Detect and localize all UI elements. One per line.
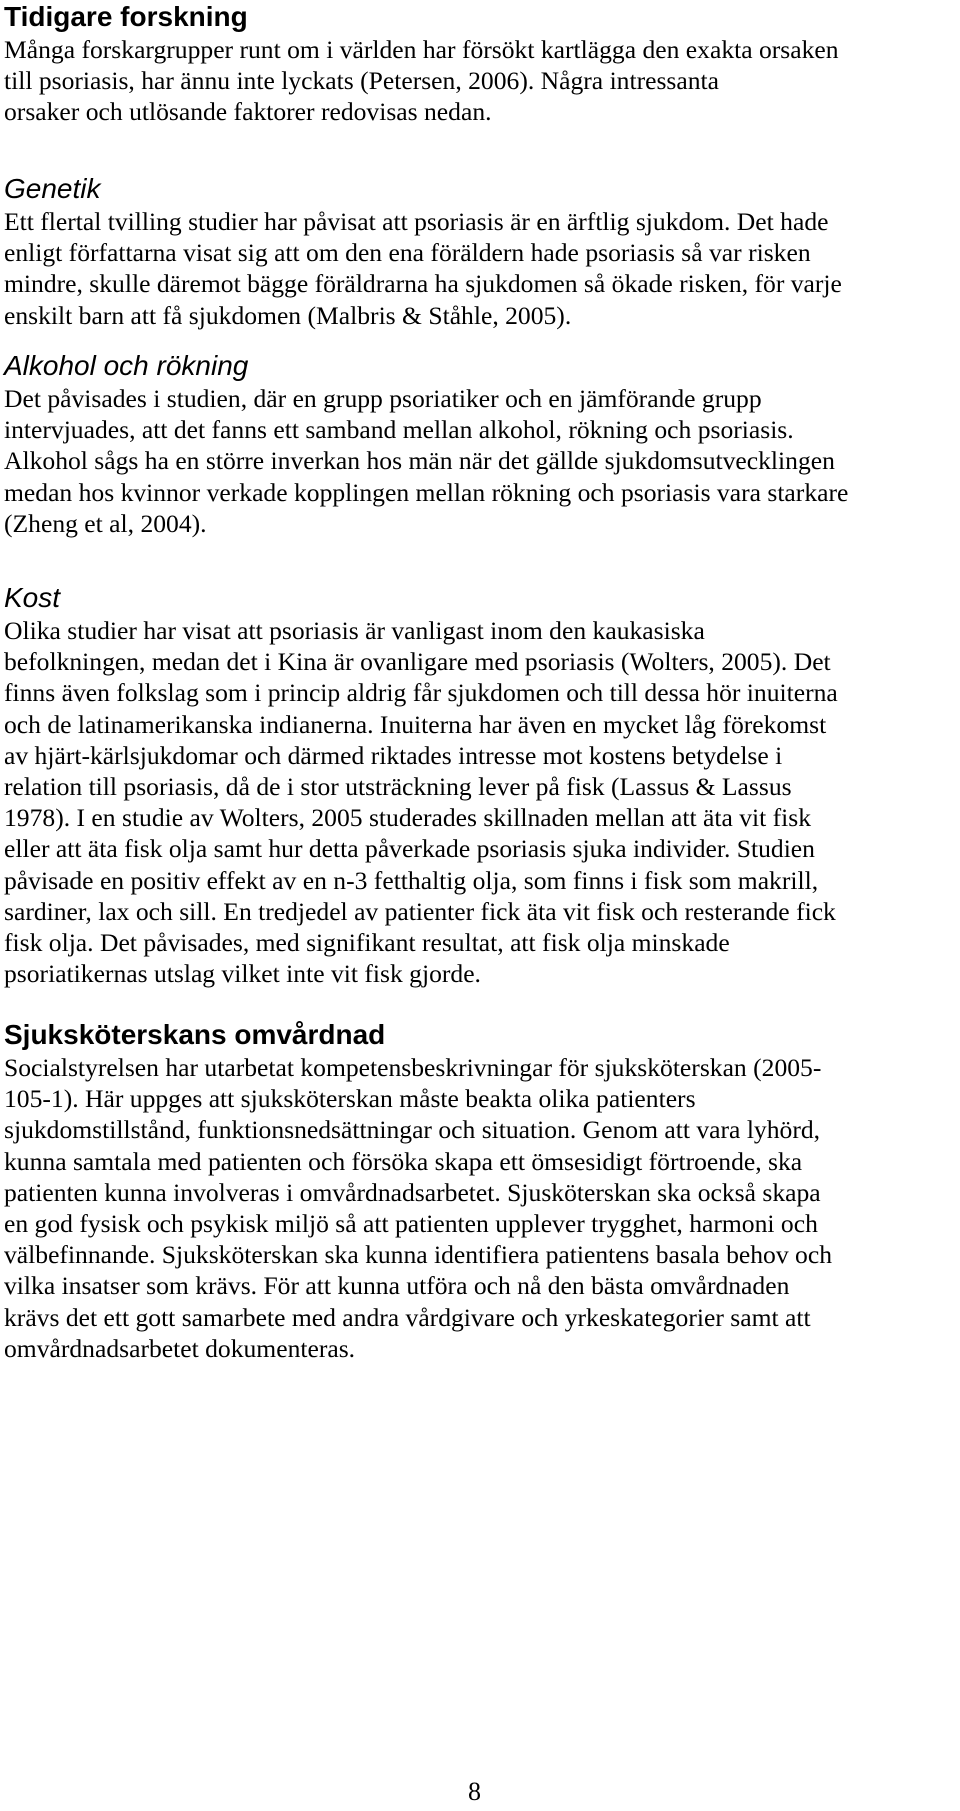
section-heading: Kost	[4, 582, 61, 613]
section-paragraph: Ett flertal tvilling studier har påvisat att psoriasis är en ärftlig sjukdom. Det hade enligt författarna visat sig att om den ena föräldern hade psoriasis så var risken mindre, skulle däremot bägge föräldrarna ha sjukdomen så ökade risken, för varje enskilt barn att få sjukdomen (Malbris & Ståhle, 2005).	[4, 207, 842, 330]
section-kost	[4, 581, 954, 989]
section-sjukskoterskans-omvardnad	[4, 1018, 954, 1364]
section-paragraph: Det påvisades i studien, där en grupp psoriatiker och en jämförande grupp intervjuades, att det fanns ett samband mellan alkohol, rökning och psoriasis. Alkohol sågs ha en större inverkan hos män när det gällde sjukdomsutvecklingen medan hos kvinnor verkade kopplingen mellan rökning och psoriasis vara starkare (Zheng et al, 2004).	[4, 384, 849, 538]
section-paragraph: Olika studier har visat att psoriasis är vanligast inom den kaukasiska befolkningen, medan det i Kina är ovanligare med psoriasis (Wolters, 2005). Det finns även folkslag som i princip aldrig får sjukdomen och till dessa hör inuiterna och de latinamerikanska indianerna. Inuiterna har även en mycket låg förekomst av hjärt-kärlsjukdomar och därmed riktades intresse mot kostens betydelse i relation till psoriasis, då de i stor utsträckning lever på fisk (Lassus & Lassus 1978). I en studie av Wolters, 2005 studerades skillnaden mellan att äta vit fisk eller att äta fisk olja samt hur detta påverkade psoriasis sjuka individer. Studien påvisade en positiv effekt av en n-3 fetthaltig olja, som finns i fisk som makrill, sardiner, lax och sill. En tredjedel av patienter fick äta vit fisk och resterande fick fisk olja. Det påvisades, med signifikant resultat, att fisk olja minskade psoriatikernas utslag vilket inte vit fisk gjorde.	[4, 616, 838, 989]
section-heading: Genetik	[4, 173, 101, 204]
section-paragraph: Socialstyrelsen har utarbetat kompetensbeskrivningar för sjuksköterskan (2005- 105-1). Här uppges att sjuksköterskan måste beakta olika patienters sjukdomstillstånd, funktionsnedsättningar och situation. Genom att vara lyhörd, kunna samtala med patienten och försöka skapa ett ömsesidigt förtroende, ska patienten kunna involveras i omvårdnadsarbetet. Sjusköterskan ska också skapa en god fysisk och psykisk miljö så att patienten upplever trygghet, harmoni och välbefinnande. Sjuksköterskan ska kunna identifiera patientens basala behov och vilka insatser som krävs. För att kunna utföra och nå den bästa omvårdnaden krävs det ett gott samarbete med andra vårdgivare och yrkeskategorier samt att omvårdnadsarbetet dokumenteras.	[4, 1053, 832, 1363]
section-heading: Sjuksköterskans omvårdnad	[4, 1019, 386, 1050]
page-number: 8	[468, 1777, 481, 1806]
section-paragraph: Många forskargrupper runt om i världen har försökt kartlägga den exakta orsaken till psoriasis, har ännu inte lyckats (Petersen, 2006). Några intressanta orsaker och utlösande faktorer redovisas nedan.	[4, 35, 839, 127]
section-genetik	[4, 172, 954, 331]
section-tidigare-forskning	[4, 0, 954, 128]
section-heading: Alkohol och rökning	[4, 350, 249, 381]
section-heading: Tidigare forskning	[4, 1, 248, 32]
section-alkohol-och-rokning	[4, 349, 954, 539]
